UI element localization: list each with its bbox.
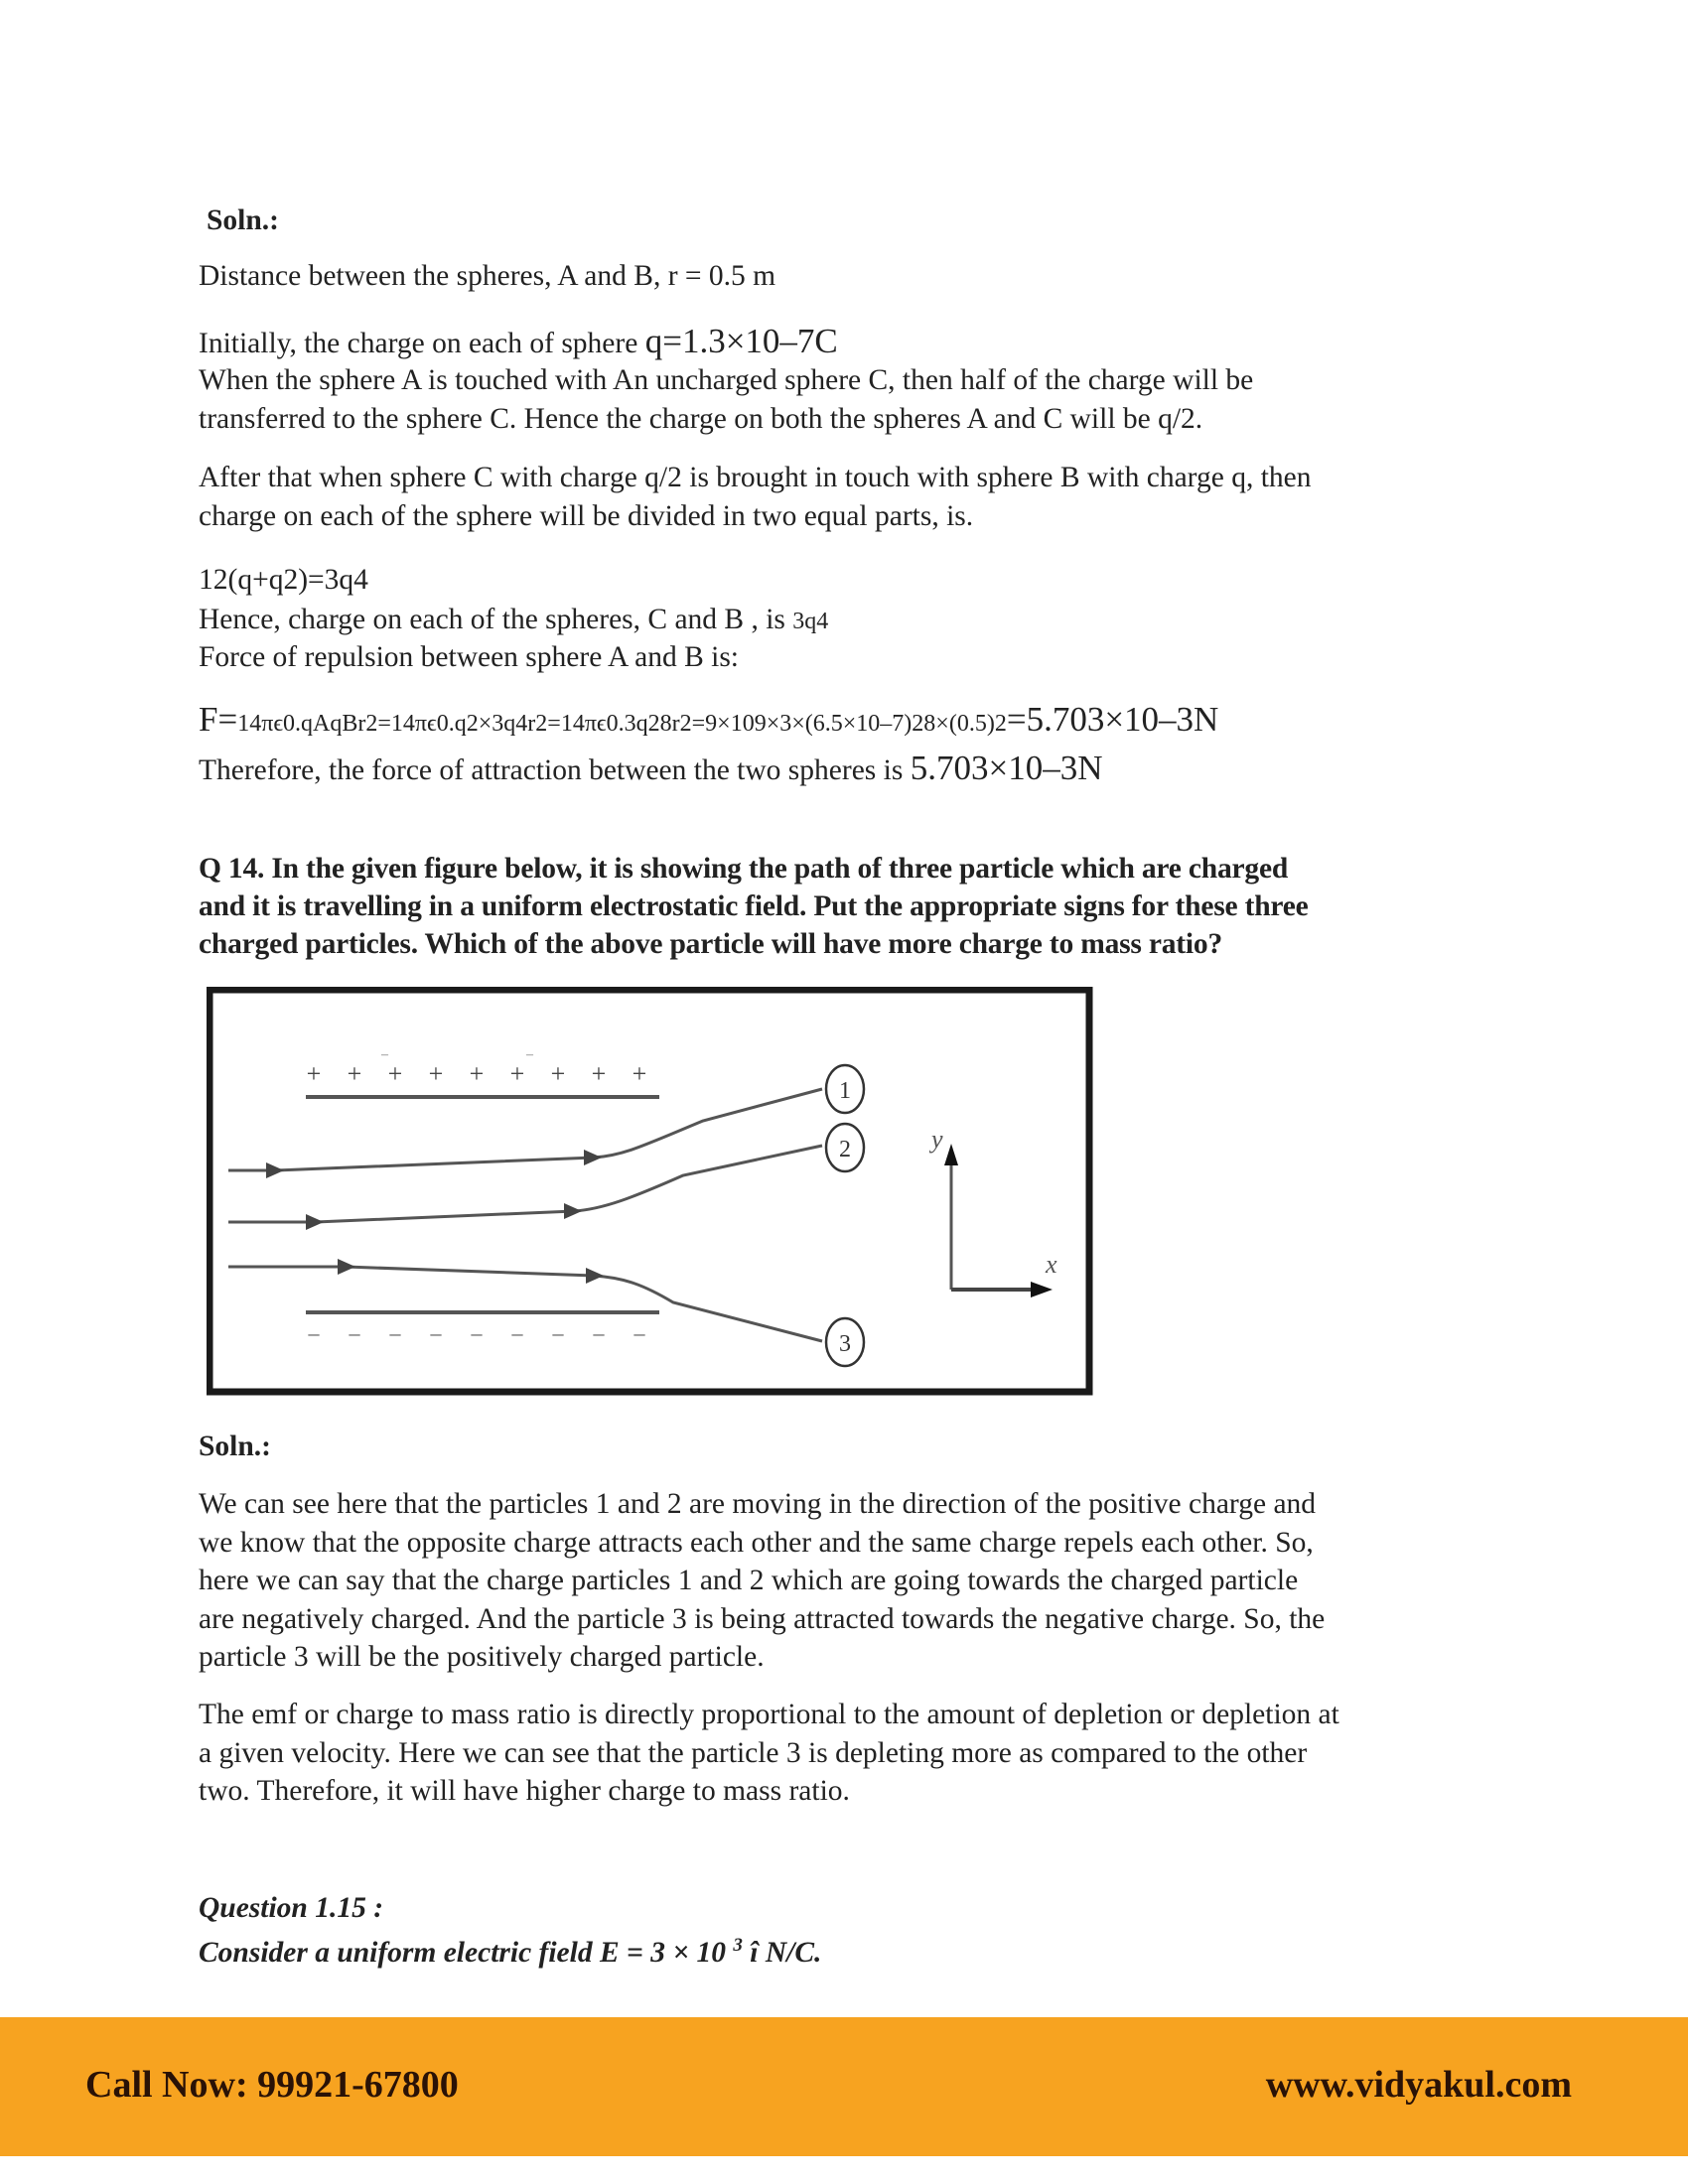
plus-sign: +	[591, 1059, 607, 1088]
particle-1-label: 1	[839, 1078, 851, 1104]
minus-sign: –	[552, 1320, 564, 1345]
stray-mark: –	[381, 1047, 388, 1062]
minus-sign: –	[308, 1320, 320, 1345]
para1-line: here we can say that the charge particles 1 and 2 which are going towards the charged particle	[199, 1565, 1299, 1596]
touch-line-1: When the sphere A is touched with An uncharged sphere C, then half of the charge will be	[199, 364, 1254, 396]
conclusion-line	[199, 750, 1102, 789]
q14-line-1: Q 14. In the given figure below, it is showing the path of three particle which are charged	[199, 853, 1289, 885]
top-plate-signs	[307, 1059, 647, 1088]
stray-mark: –	[526, 1047, 533, 1062]
q15-text-before: Consider a uniform electric field E = 3 × 10	[199, 1936, 734, 1969]
distance-line: Distance between the spheres, A and B, r = 0.5 m	[199, 260, 776, 292]
force-equation	[199, 701, 1218, 743]
force-eq-result: =5.703×10–3N	[1006, 700, 1219, 739]
conclusion-text: Therefore, the force of attraction between the two spheres is	[199, 754, 911, 786]
figure-svg	[207, 987, 1093, 1396]
conclusion-math: 5.703×10–3N	[910, 749, 1103, 787]
minus-sign: –	[633, 1320, 645, 1345]
initial-charge-line	[199, 323, 838, 362]
para1-line: We can see here that the particles 1 and 2 are moving in the direction of the positive charge and	[199, 1488, 1317, 1520]
force-intro: Force of repulsion between sphere A and B is:	[199, 641, 739, 673]
hence-line	[199, 601, 828, 640]
minus-sign: –	[430, 1320, 442, 1345]
plus-sign: +	[509, 1059, 525, 1088]
solution2-para-1	[199, 1485, 1489, 1677]
after-line-2: charge on each of the sphere will be divided in two equal parts, is.	[199, 500, 974, 532]
para1-line: particle 3 will be the positively charged particle.	[199, 1641, 765, 1673]
minus-sign: –	[593, 1320, 605, 1345]
initial-charge-math: q=1.3×10–7C	[644, 322, 838, 360]
after-line-1: After that when sphere C with charge q/2 is brought in touch with sphere B with charge q, then	[199, 462, 1312, 493]
para1-line: are negatively charged. And the particle 3 is being attracted towards the negative charge. So, the	[199, 1602, 1326, 1635]
para2-line: a given velocity. Here we can see that the particle 3 is depleting more as compared to the other	[199, 1736, 1308, 1769]
plus-sign: +	[550, 1059, 566, 1088]
plus-sign: +	[469, 1059, 485, 1088]
minus-sign: –	[471, 1320, 483, 1345]
half-charge-equation: 12(q+q2)=3q4	[199, 564, 368, 596]
minus-sign: –	[389, 1320, 401, 1345]
initial-charge-text: Initially, the charge on each of sphere	[199, 328, 645, 359]
para2-line: The emf or charge to mass ratio is directly proportional to the amount of depletion or depletion at	[199, 1699, 1339, 1730]
force-eq-f: F=	[199, 700, 238, 739]
q15-text	[199, 1927, 821, 1972]
plus-sign: +	[387, 1059, 403, 1088]
touch-line-2: transferred to the sphere C. Hence the charge on both the spheres A and C will be q/2.	[199, 403, 1203, 435]
q15-title: Question 1.15 :	[199, 1892, 384, 1924]
q15-text-after: î N/C.	[742, 1936, 822, 1969]
footer-banner	[0, 2017, 1688, 2156]
q15-superscript: 3	[733, 1935, 743, 1956]
plus-sign: +	[347, 1059, 362, 1088]
solution2-heading: Soln.:	[199, 1431, 271, 1462]
bottom-plate-signs	[308, 1320, 646, 1345]
x-axis-label: x	[1046, 1250, 1057, 1279]
para1-line: we know that the opposite charge attracts each other and the same charge repels each other. So,	[199, 1526, 1314, 1559]
q14-line-3: charged particles. Which of the above particle will have more charge to mass ratio?	[199, 928, 1223, 960]
q14-line-2: and it is travelling in a uniform electrostatic field. Put the appropriate signs for these three	[199, 890, 1309, 922]
footer-phone[interactable]: Call Now: 99921-67800	[85, 2064, 459, 2106]
plus-sign: +	[428, 1059, 444, 1088]
plus-sign: +	[632, 1059, 647, 1088]
particle-3-label: 3	[839, 1331, 851, 1357]
minus-sign: –	[511, 1320, 523, 1345]
solution-heading: Soln.:	[207, 205, 279, 236]
footer-website-link[interactable]: www.vidyakul.com	[1265, 2064, 1572, 2106]
hence-math: 3q4	[792, 609, 829, 634]
hence-text: Hence, charge on each of the spheres, C and B , is	[199, 604, 793, 635]
particle-2-label: 2	[839, 1137, 851, 1162]
plus-sign: +	[306, 1059, 322, 1088]
solution2-para-2	[199, 1696, 1489, 1811]
para2-line: two. Therefore, it will have higher charge to mass ratio.	[199, 1775, 850, 1807]
y-axis-label: y	[931, 1125, 943, 1154]
particle-paths-figure	[207, 987, 1093, 1396]
force-eq-middle: 14πϵ0.qAqBr2=14πϵ0.q2×3q4r2=14πϵ0.3q28r2=9×109×3×(6.5×10–7)28×(0.5)2	[237, 711, 1007, 737]
minus-sign: –	[349, 1320, 360, 1345]
